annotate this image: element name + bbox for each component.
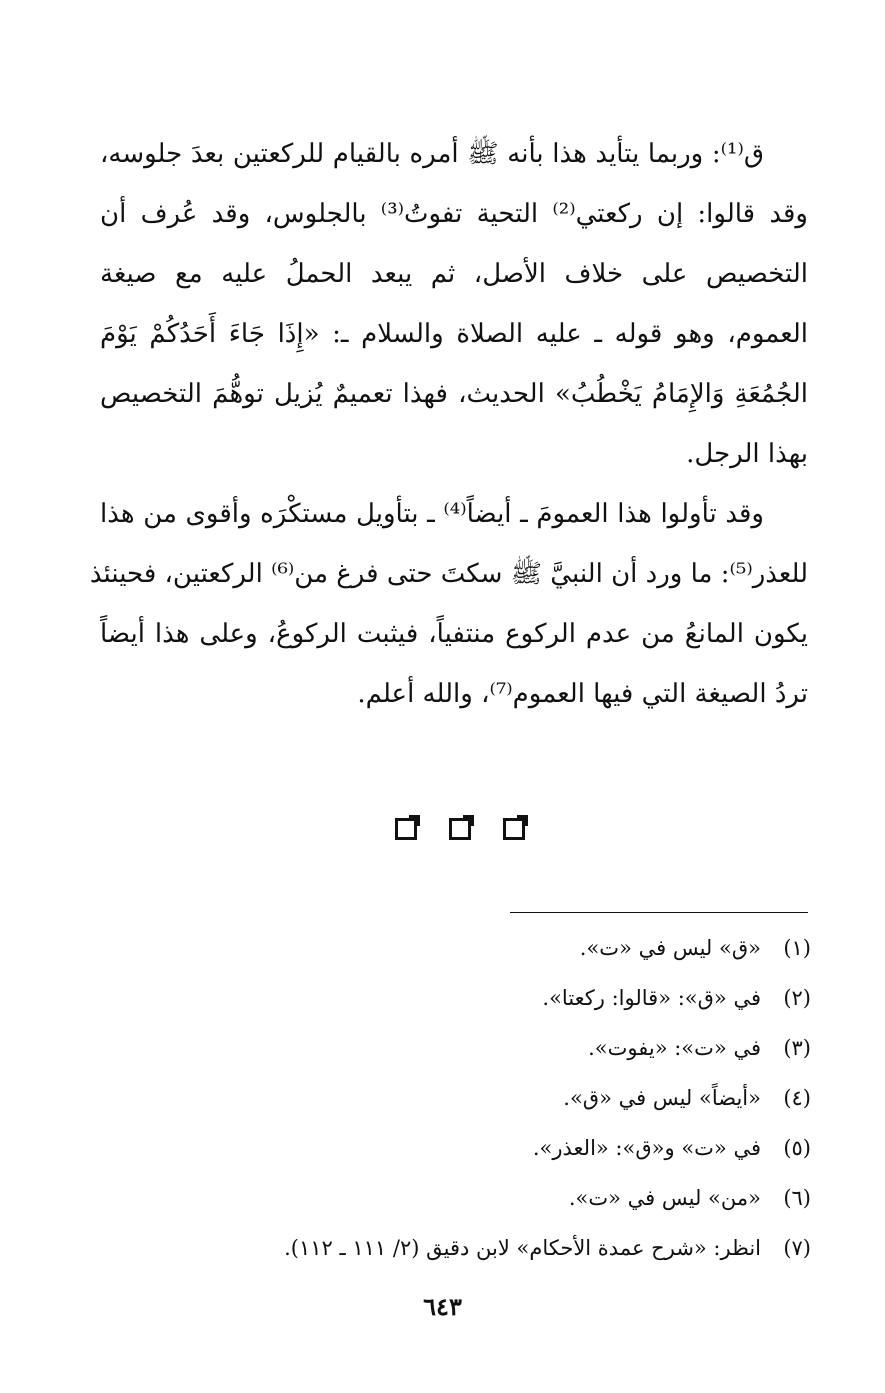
separator-square-icon: [503, 818, 525, 840]
footnote-text: في «ق»: «قالوا: ركعتا».: [542, 986, 761, 1010]
section-separator: [395, 818, 525, 844]
footnote-number: (٢): [783, 986, 811, 1010]
footnote-text: انظر: «شرح عمدة الأحكام» لابن دقيق (٢/ ١١١ ـ ١١٢).: [284, 1236, 761, 1260]
text-line: للعذر⁽⁵⁾: ما ورد أن النبيَّ ﷺ سكتَ حتى فرغ من⁽⁶⁾ الركعتين، فحينئذ: [89, 559, 808, 589]
separator-square-icon: [449, 818, 471, 840]
footnote: [211, 1128, 811, 1178]
footnote: [211, 928, 811, 978]
text-line: يكون المانعُ من عدم الركوع منتفياً، فيثبت الركوعُ، وعلى هذا أيضاً: [100, 619, 808, 649]
text-line: العموم، وهو قوله ـ عليه الصلاة والسلام ـ: «إِذَا جَاءَ أَحَدُكُمْ يَوْمَ: [100, 319, 808, 349]
footnote: [211, 1178, 811, 1228]
text-line: وقد قالوا: إن ركعتي⁽²⁾ التحية تفوتُ⁽³⁾ بالجلوس، وقد عُرف أن: [100, 199, 808, 229]
footnote-number: (٦): [783, 1186, 811, 1210]
paragraph-2: [89, 484, 808, 724]
footnote-number: (٣): [783, 1036, 811, 1060]
text-line: ق⁽¹⁾: وربما يتأيد هذا بأنه ﷺ أمره بالقيام للركعتين بعدَ جلوسه،: [100, 139, 764, 169]
footnote: [211, 1078, 811, 1128]
footnote-text: في «ت»: «يفوت».: [588, 1036, 761, 1060]
text-line: التخصيص على خلاف الأصل، ثم يبعد الحملُ عليه مع صيغة: [100, 259, 808, 289]
page-number: ٦٤٣: [423, 1292, 462, 1321]
footnote-text: «من» ليس في «ت».: [568, 1186, 761, 1210]
separator-square-icon: [395, 818, 417, 840]
footnote: [211, 1028, 811, 1078]
footnote-number: (٧): [783, 1236, 811, 1260]
text-line: بهذا الرجل.: [686, 439, 808, 469]
footnote-number: (٥): [783, 1136, 811, 1160]
text-line: الجُمُعَةِ وَالإِمَامُ يَخْطُبُ» الحديث، فهذا تعميمٌ يُزيل توهُّمَ التخصيص: [100, 379, 808, 409]
footnotes: [211, 928, 811, 1278]
paragraph-1: [100, 124, 808, 484]
footnote-text: «أيضاً» ليس في «ق».: [563, 1086, 761, 1110]
text-line: وقد تأولوا هذا العمومَ ـ أيضاً⁽⁴⁾ ـ بتأويل مستكْرَه وأقوى من هذا: [100, 499, 764, 529]
text-line: تردُ الصيغة التي فيها العموم⁽⁷⁾، والله أعلم.: [357, 679, 808, 709]
footnote: [211, 978, 811, 1028]
footnote-number: (١): [783, 936, 811, 960]
footnote-text: «ق» ليس في «ت».: [579, 936, 761, 960]
footnote-text: في «ت» و«ق»: «العذر».: [532, 1136, 761, 1160]
footnote: [211, 1228, 811, 1278]
footnote-number: (٤): [783, 1086, 811, 1110]
footnote-rule: [510, 912, 808, 913]
